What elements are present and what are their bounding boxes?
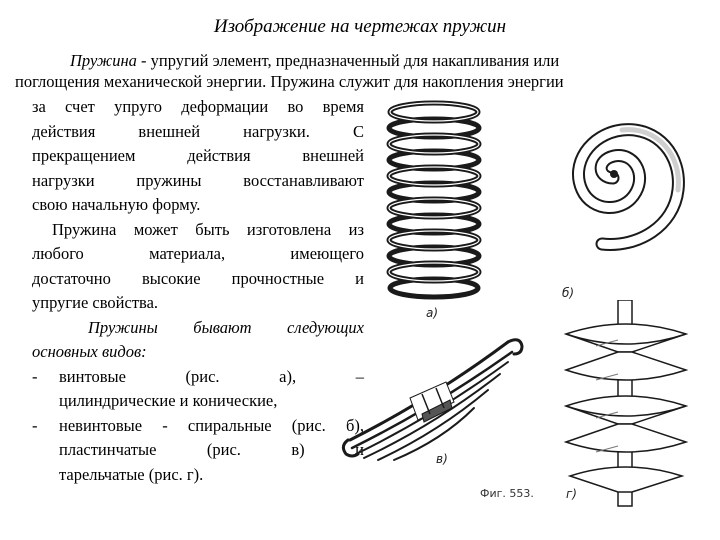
intro-paragraph [15,50,695,92]
body-line: свою начальную форму. [32,195,201,214]
body-line: Пружина может быть изготовлена из [52,219,364,239]
list-dash: - [32,366,38,386]
figure-caption-b: б) [562,286,575,300]
spiral-spring-figure [518,94,704,264]
body-text-column [32,95,364,487]
intro-line-2: поглощения механической энергии. Пружина служит для накопления энергии [15,72,564,91]
list-item [32,414,364,439]
body-line: за счет упруго деформации во время [32,97,364,116]
list-item-text: винтовые (рис. а), – [59,366,364,386]
list-item-text: невинтовые - спиральные (рис. б), [59,415,364,435]
list-item [32,365,364,390]
body-line: любого материала, имеющего [32,244,364,263]
figure-number: Фиг. 553. [480,487,534,500]
disc-spring-figure [556,300,696,510]
body-line: прекращением действия внешней [32,146,364,165]
body-line: действия внешней нагрузки. С [32,121,364,141]
list-item-text: пластинчатые (рис. в) и [59,440,364,459]
helical-spring-figure [382,98,486,308]
list-item-text: тарельчатые (рис. г). [59,464,204,484]
figure-caption-v: в) [436,452,448,466]
figure-caption-g: г) [566,487,577,501]
body-line: нагрузки пружины восстанавливают [32,170,364,190]
types-heading: Пружины бывают следующих [88,317,364,337]
types-heading: основных видов: [32,342,147,361]
page-title: Изображение на чертежах пружин [213,16,507,37]
leaf-spring-figure [338,328,528,478]
intro-line-1 [15,50,695,71]
body-line: достаточно высокие прочностные и [32,268,364,288]
list-item-text: цилиндрические и конические, [59,391,278,410]
body-line: упругие свойства. [32,293,159,312]
list-dash: - [32,415,38,435]
intro-term: Пружина [70,51,137,70]
intro-line-1-rest: - упругий элемент, предназначенный для накапливания или [136,51,560,70]
figure-caption-a: а) [426,306,439,320]
